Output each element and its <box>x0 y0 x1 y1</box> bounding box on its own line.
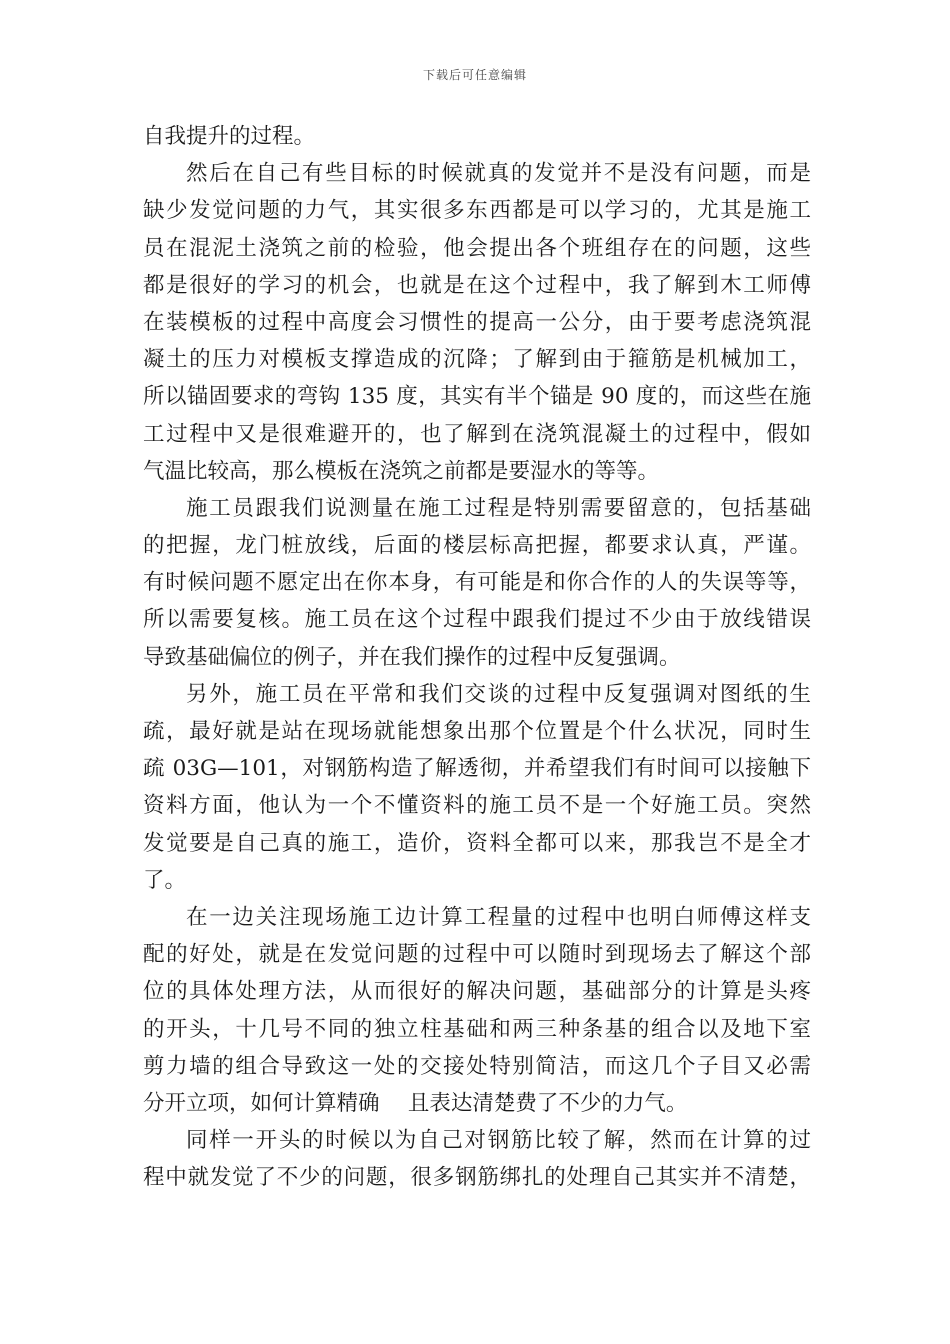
text-line: 导致基础偏位的例子，并在我们操作的过程中反复强调。 <box>143 644 681 670</box>
text-line: 位的具体处理方法，从而很好的解决问题，基础部分的计算是头疼 <box>143 979 811 1005</box>
text-line: 资料方面，他认为一个不懂资料的施工员不是一个好施工员。突然 <box>143 793 811 819</box>
text-line: 分开立项，如何计算精确 且表达清楚费了不少的力气。 <box>143 1090 688 1116</box>
text-line: 所以需要复核。施工员在这个过程中跟我们提过不少由于放线错误 <box>143 607 811 633</box>
text-line: 缺少发觉问题的力气，其实很多东西都是可以学习的，尤其是施工 <box>143 198 811 224</box>
paragraph-first-line: 在一边关注现场施工边计算工程量的过程中也明白师傅这样支 <box>186 904 811 930</box>
paragraph-first-line: 施工员跟我们说测量在施工过程是特别需要留意的，包括基础 <box>186 495 811 521</box>
document-body <box>143 118 811 1196</box>
text-line: 配的好处，就是在发觉问题的过程中可以随时到现场去了解这个部 <box>143 942 811 968</box>
text-line: 有时候问题不愿定出在你本身，有可能是和你合作的人的失误等等， <box>143 570 811 596</box>
text-line: 在装模板的过程中高度会习惯性的提高一公分，由于要考虑浇筑混 <box>143 309 811 335</box>
text-line: 自我提升的过程。 <box>143 124 316 149</box>
text-line: 疏 03G—101，对钢筋构造了解透彻，并希望我们有时间可以接触下 <box>143 756 811 782</box>
page-header: 下载后可任意编辑 <box>422 68 527 82</box>
text-line: 了。 <box>143 867 187 893</box>
text-line: 都是很好的学习的机会，也就是在这个过程中，我了解到木工师傅 <box>143 272 811 298</box>
text-line: 员在混泥土浇筑之前的检验，他会提出各个班组存在的问题，这些 <box>143 235 811 261</box>
text-line: 的把握，龙门桩放线，后面的楼层标高把握，都要求认真，严谨。 <box>143 533 811 559</box>
text-line: 程中就发觉了不少的问题，很多钢筋绑扎的处理自己其实并不清楚， <box>143 1165 811 1191</box>
paragraph-first-line: 另外，施工员在平常和我们交谈的过程中反复强调对图纸的生 <box>186 681 811 707</box>
text-line: 气温比较高，那么模板在浇筑之前都是要湿水的等等。 <box>143 458 660 484</box>
text-line: 剪力墙的组合导致这一处的交接处特别简洁，而这几个子目又必需 <box>143 1053 811 1079</box>
text-line: 发觉要是自己真的施工，造价，资料全都可以来，那我岂不是全才 <box>143 830 811 856</box>
text-line: 所以锚固要求的弯钩 135 度，其实有半个锚是 90 度的，而这些在施 <box>143 384 811 410</box>
text-line: 疏，最好就是站在现场就能想象出那个位置是个什么状况，同时生 <box>143 719 811 744</box>
text-line: 工过程中又是很难避开的，也了解到在浇筑混凝土的过程中，假如 <box>143 421 811 447</box>
text-line: 凝土的压力对模板支撑造成的沉降；了解到由于箍筋是机械加工， <box>143 347 811 373</box>
paragraph-first-line: 然后在自己有些目标的时候就真的发觉并不是没有问题，而是 <box>186 161 811 187</box>
text-line: 的开头，十几号不同的独立柱基础和两三种条基的组合以及地下室 <box>143 1016 811 1042</box>
paragraph-first-line: 同样一开头的时候以为自己对钢筋比较了解，然而在计算的过 <box>186 1128 811 1154</box>
